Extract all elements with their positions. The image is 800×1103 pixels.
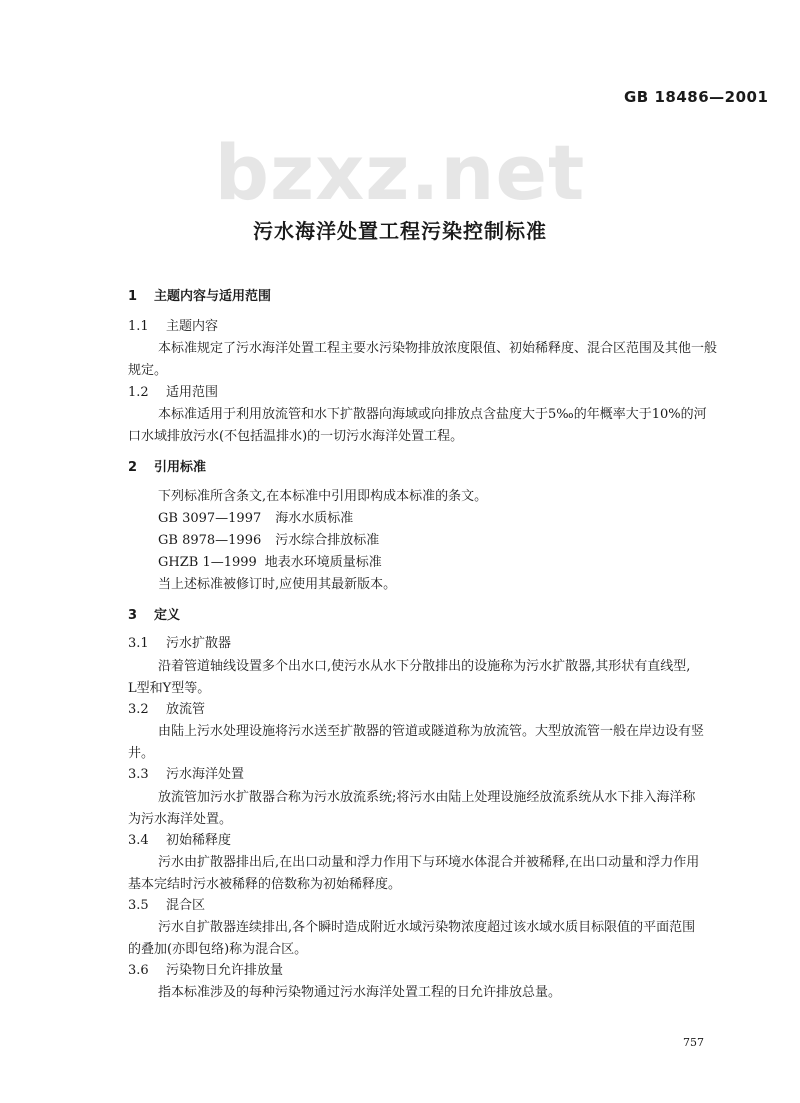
definition-3-6-text: 指本标准涉及的每种污染物通过污水海洋处置工程的日允许排放总量。 [158,985,562,1000]
watermark: bzxz.net [214,128,586,217]
definition-3-5-text: 污水自扩散器连续排出,各个瞬时造成附近水域污染物浓度超过该水域水质目标限值的平面范围 [158,920,696,935]
reference-item: GHZB 1—1999 地表水环境质量标准 [158,555,382,570]
section-2-heading: 2 引用标准 [128,460,207,475]
standard-number: GB 18486—2001 [624,88,769,106]
document-title: 污水海洋处置工程污染控制标准 [253,219,547,243]
page-number: 757 [683,1036,704,1049]
section-1-2-text-cont: 口水域排放污水(不包括温排水)的一切污水海洋处置工程。 [128,429,464,444]
definition-3-1-heading: 3.1 污水扩散器 [128,636,232,651]
definition-3-2-text-cont: 井。 [128,746,155,761]
definition-3-2-text: 由陆上污水处理设施将污水送至扩散器的管道或隧道称为放流管。大型放流管一般在岸边设有竖 [158,724,705,739]
reference-item: GB 8978—1996 污水综合排放标准 [158,533,380,548]
definition-3-6-heading: 3.6 污染物日允许排放量 [128,963,284,978]
section-1-1-text: 本标准规定了污水海洋处置工程主要水污染物排放浓度限值、初始稀释度、混合区范围及其他一般 [158,341,718,356]
definition-3-3-text: 放流管加污水扩散器合称为污水放流系统;将污水由陆上处理设施经放流系统从水下排入海洋称 [158,790,696,805]
definition-3-3-heading: 3.3 污水海洋处置 [128,767,245,782]
definition-3-1-text-cont: L型和Y型等。 [128,681,211,696]
section-1-heading: 1 主题内容与适用范围 [128,289,272,304]
section-2-intro: 下列标准所含条文,在本标准中引用即构成本标准的条文。 [158,489,488,504]
reference-item: GB 3097—1997 海水水质标准 [158,511,354,526]
definition-3-5-text-cont: 的叠加(亦即包络)称为混合区。 [128,942,308,957]
definition-3-3-text-cont: 为污水海洋处置。 [128,812,233,827]
definition-3-4-text: 污水由扩散器排出后,在出口动量和浮力作用下与环境水体混合并被稀释,在出口动量和浮力作用 [158,855,700,870]
definition-3-1-text: 沿着管道轴线设置多个出水口,使污水从水下分散排出的设施称为污水扩散器,其形状有直线型, [158,659,691,674]
section-3-heading: 3 定义 [128,608,181,623]
section-1-2-heading: 1.2 适用范围 [128,385,219,400]
section-1-1-text-cont: 规定。 [128,363,168,378]
section-2-note: 当上述标准被修订时,应使用其最新版本。 [158,577,397,592]
definition-3-4-text-cont: 基本完结时污水被稀释的倍数称为初始稀释度。 [128,877,402,892]
definition-3-4-heading: 3.4 初始稀释度 [128,833,232,848]
definition-3-5-heading: 3.5 混合区 [128,898,206,913]
section-1-2-text: 本标准适用于利用放流管和水下扩散器向海域或向排放点含盐度大于5‰的年概率大于10%的河 [158,407,707,422]
definition-3-2-heading: 3.2 放流管 [128,702,206,717]
section-1-1-heading: 1.1 主题内容 [128,319,219,334]
